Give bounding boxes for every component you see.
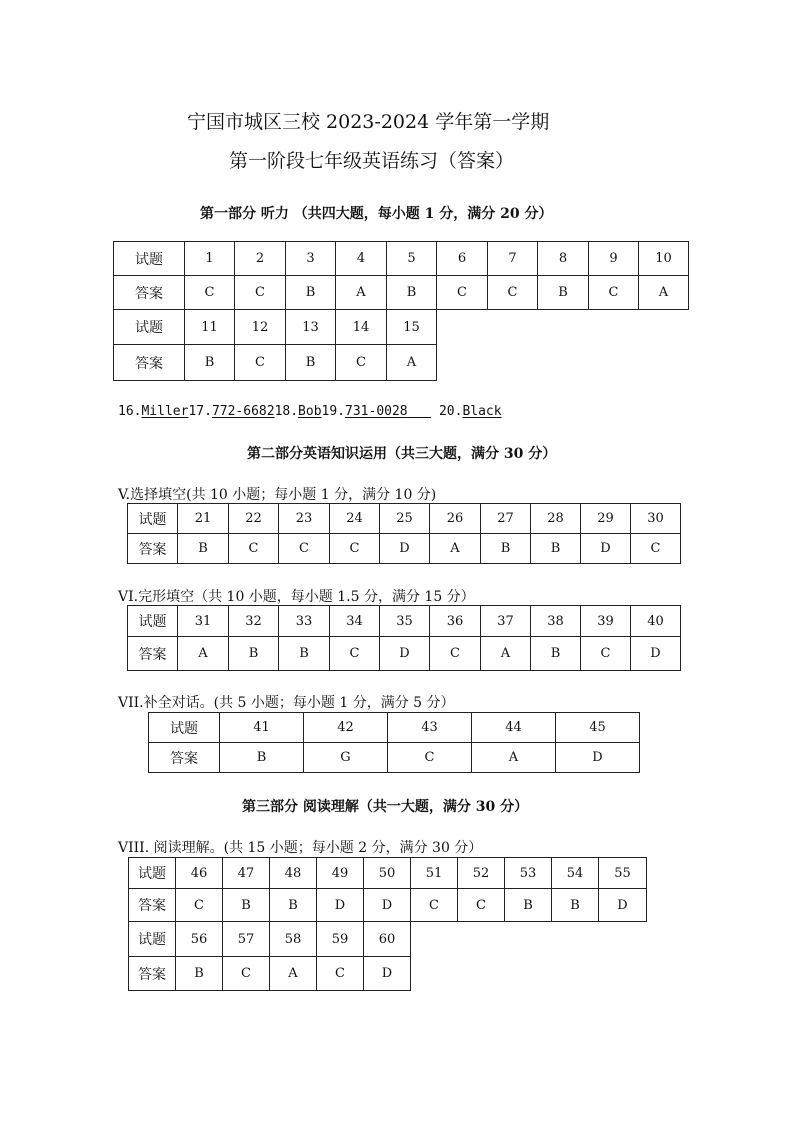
answer-cell: C	[631, 534, 681, 564]
question-number-cell: 57	[223, 922, 270, 957]
row-label-question: 试题	[114, 242, 185, 276]
row-label-answer: 答案	[149, 743, 220, 773]
question-number-cell: 10	[639, 242, 689, 276]
fill-item-17-answer: 772-6682	[211, 404, 275, 419]
answer-cell: C	[330, 534, 380, 564]
section6-title: VI.完形填空（共 10 小题，每小题 1.5 分，满分 15 分）	[118, 589, 475, 605]
row-label-answer: 答案	[129, 889, 176, 922]
answer-cell: C	[235, 276, 286, 310]
listening-answer-table-2	[113, 309, 437, 381]
row-label-question: 试题	[128, 606, 178, 637]
answer-cell: C	[317, 957, 364, 991]
question-number-cell: 49	[317, 858, 364, 889]
question-number-cell: 54	[552, 858, 599, 889]
section5-title: V.选择填空(共 10 小题；每小题 1 分，满分 10 分)	[118, 487, 437, 503]
fill-item-20-answer: Black	[462, 404, 502, 419]
question-row	[149, 713, 640, 743]
question-number-cell: 53	[505, 858, 552, 889]
answer-cell: B	[505, 889, 552, 922]
answer-cell: A	[270, 957, 317, 991]
question-number-cell: 59	[317, 922, 364, 957]
question-number-cell: 24	[330, 504, 380, 534]
question-number-cell: 45	[556, 713, 640, 743]
answer-row	[114, 345, 437, 381]
fill-item-16-number: 16.	[118, 404, 142, 419]
question-number-cell: 34	[330, 606, 380, 637]
answer-cell: D	[364, 889, 411, 922]
section7-answer-table	[148, 712, 640, 773]
question-number-cell: 15	[387, 310, 437, 345]
answer-cell: D	[556, 743, 640, 773]
answer-cell: C	[488, 276, 538, 310]
question-number-cell: 44	[472, 713, 556, 743]
row-label-question: 试题	[129, 858, 176, 889]
answer-cell: C	[411, 889, 458, 922]
section8-title: VIII. 阅读理解。(共 15 小题；每小题 2 分，满分 30 分）	[118, 840, 483, 856]
section5-answer-table	[127, 503, 681, 564]
answer-cell: B	[229, 637, 279, 671]
answer-cell: C	[330, 637, 380, 671]
question-number-cell: 28	[531, 504, 581, 534]
answer-cell: D	[317, 889, 364, 922]
question-number-cell: 58	[270, 922, 317, 957]
fill-item-18-number: 18.	[274, 404, 299, 419]
answer-cell: C	[235, 345, 286, 381]
part3-heading: 第三部分 阅读理解（共一大题，满分 30 分）	[242, 799, 529, 815]
question-number-cell: 50	[364, 858, 411, 889]
answer-cell: C	[437, 276, 488, 310]
row-label-question: 试题	[129, 922, 176, 957]
fill-item-20-number: 20.	[438, 404, 463, 419]
answer-cell: B	[220, 743, 304, 773]
row-label-answer: 答案	[114, 276, 185, 310]
answer-cell: C	[581, 637, 631, 671]
question-number-cell: 25	[380, 504, 430, 534]
fill-item-17-number: 17.	[188, 404, 212, 419]
section6-answer-table	[127, 605, 681, 671]
question-number-cell: 39	[581, 606, 631, 637]
question-number-cell: 4	[336, 242, 387, 276]
answer-cell: G	[304, 743, 388, 773]
question-number-cell: 22	[229, 504, 279, 534]
answer-cell: A	[178, 637, 229, 671]
question-number-cell: 40	[631, 606, 681, 637]
answer-cell: B	[176, 957, 223, 991]
answer-cell: C	[430, 637, 481, 671]
question-number-cell: 9	[589, 242, 639, 276]
question-number-cell: 32	[229, 606, 279, 637]
question-number-cell: 36	[430, 606, 481, 637]
question-row	[129, 922, 411, 957]
answer-cell: D	[380, 637, 430, 671]
answer-cell: B	[538, 276, 589, 310]
fill-in-answers	[118, 404, 502, 419]
answer-cell: B	[552, 889, 599, 922]
answer-cell: C	[185, 276, 235, 310]
row-label-question: 试题	[114, 310, 185, 345]
answer-cell: C	[458, 889, 505, 922]
answer-row	[114, 276, 689, 310]
question-number-cell: 5	[387, 242, 437, 276]
question-number-cell: 33	[279, 606, 330, 637]
answer-cell: C	[589, 276, 639, 310]
fill-item-16-answer: Miller	[141, 404, 189, 419]
question-number-cell: 55	[599, 858, 647, 889]
question-number-cell: 46	[176, 858, 223, 889]
answer-cell: B	[481, 534, 531, 564]
answer-cell: A	[481, 637, 531, 671]
question-number-cell: 52	[458, 858, 505, 889]
question-number-cell: 41	[220, 713, 304, 743]
answer-cell: A	[336, 276, 387, 310]
answer-cell: B	[531, 637, 581, 671]
answer-cell: B	[185, 345, 235, 381]
question-number-cell: 21	[178, 504, 229, 534]
question-row	[128, 606, 681, 637]
question-number-cell: 56	[176, 922, 223, 957]
answer-cell: B	[279, 637, 330, 671]
reading-answer-table-2	[128, 921, 411, 991]
answer-cell: B	[286, 276, 336, 310]
question-row	[114, 242, 689, 276]
answer-cell: C	[336, 345, 387, 381]
row-label-answer: 答案	[114, 345, 185, 381]
question-row	[128, 504, 681, 534]
answer-row	[129, 957, 411, 991]
row-label-answer: 答案	[128, 534, 178, 564]
question-number-cell: 38	[531, 606, 581, 637]
question-number-cell: 51	[411, 858, 458, 889]
fill-item-18-answer: Bob	[298, 404, 322, 419]
answer-cell: C	[388, 743, 472, 773]
question-row	[129, 858, 647, 889]
question-number-cell: 7	[488, 242, 538, 276]
question-number-cell: 42	[304, 713, 388, 743]
question-number-cell: 43	[388, 713, 472, 743]
question-number-cell: 31	[178, 606, 229, 637]
question-number-cell: 26	[430, 504, 481, 534]
answer-cell: C	[176, 889, 223, 922]
answer-row	[128, 637, 681, 671]
fill-item-19-number: 19.	[321, 404, 346, 419]
row-label-question: 试题	[128, 504, 178, 534]
title-line-1: 宁国市城区三校 2023-2024 学年第一学期	[187, 111, 550, 133]
listening-answer-table-1	[113, 241, 689, 310]
row-label-answer: 答案	[129, 957, 176, 991]
answer-cell: B	[178, 534, 229, 564]
reading-answer-table-1	[128, 857, 647, 922]
question-number-cell: 47	[223, 858, 270, 889]
question-number-cell: 8	[538, 242, 589, 276]
question-number-cell: 37	[481, 606, 531, 637]
answer-cell: C	[223, 957, 270, 991]
answer-row	[149, 743, 640, 773]
answer-cell: D	[581, 534, 631, 564]
answer-cell: D	[380, 534, 430, 564]
part1-heading: 第一部分 听力 （共四大题，每小题 1 分，满分 20 分）	[200, 206, 553, 222]
part2-heading: 第二部分英语知识运用（共三大题，满分 30 分）	[247, 446, 557, 462]
question-number-cell: 60	[364, 922, 411, 957]
row-label-answer: 答案	[128, 637, 178, 671]
question-number-cell: 27	[481, 504, 531, 534]
question-number-cell: 35	[380, 606, 430, 637]
answer-cell: C	[279, 534, 330, 564]
fill-item-19-answer: 731-0028	[345, 404, 408, 419]
question-number-cell: 3	[286, 242, 336, 276]
answer-cell: B	[387, 276, 437, 310]
section7-title: VII.补全对话。(共 5 小题；每小题 1 分，满分 5 分）	[118, 695, 455, 711]
answer-cell: A	[387, 345, 437, 381]
answer-cell: B	[223, 889, 270, 922]
answer-row	[129, 889, 647, 922]
answer-cell: A	[639, 276, 689, 310]
question-row	[114, 310, 437, 345]
question-number-cell: 11	[185, 310, 235, 345]
question-number-cell: 29	[581, 504, 631, 534]
answer-cell: D	[364, 957, 411, 991]
answer-row	[128, 534, 681, 564]
answer-cell: C	[229, 534, 279, 564]
question-number-cell: 1	[185, 242, 235, 276]
answer-cell: D	[631, 637, 681, 671]
question-number-cell: 6	[437, 242, 488, 276]
answer-cell: B	[531, 534, 581, 564]
answer-cell: A	[472, 743, 556, 773]
answer-cell: D	[599, 889, 647, 922]
question-number-cell: 23	[279, 504, 330, 534]
row-label-question: 试题	[149, 713, 220, 743]
question-number-cell: 12	[235, 310, 286, 345]
question-number-cell: 14	[336, 310, 387, 345]
question-number-cell: 2	[235, 242, 286, 276]
question-number-cell: 13	[286, 310, 336, 345]
answer-cell: B	[270, 889, 317, 922]
question-number-cell: 30	[631, 504, 681, 534]
answer-cell: B	[286, 345, 336, 381]
question-number-cell: 48	[270, 858, 317, 889]
answer-cell: A	[430, 534, 481, 564]
title-line-2: 第一阶段七年级英语练习（答案）	[229, 150, 515, 172]
